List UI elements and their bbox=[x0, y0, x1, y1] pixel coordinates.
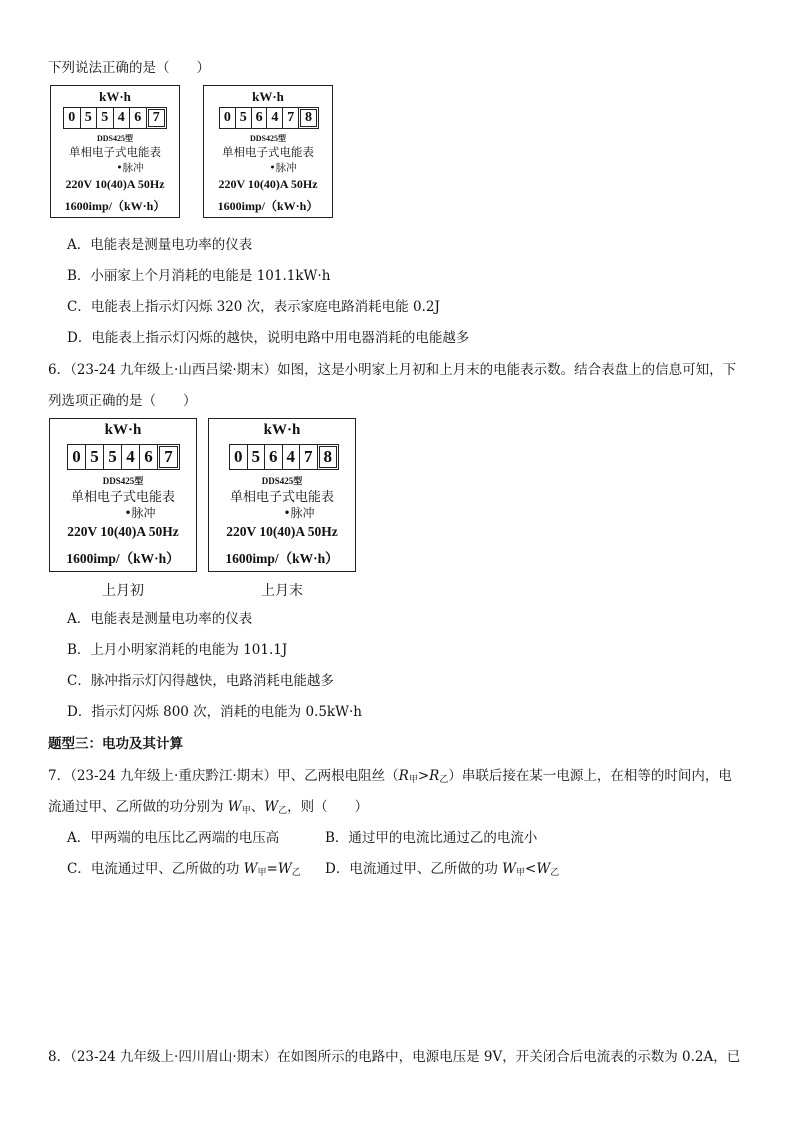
meter-digit: 6 bbox=[265, 445, 283, 469]
meter-model: DDS425型 bbox=[249, 134, 286, 143]
meter-model: DDS425型 bbox=[96, 134, 133, 143]
meter-reading bbox=[229, 444, 339, 470]
meter-digit: 5 bbox=[97, 108, 114, 128]
meter-unit: kW·h bbox=[252, 89, 284, 104]
meter-caption: 上月末 bbox=[261, 583, 303, 599]
meter-digit: 0 bbox=[68, 445, 86, 469]
meter-digit: 4 bbox=[122, 445, 140, 469]
meter-digit: 4 bbox=[114, 108, 131, 128]
meter-pulse-label: •脉冲 bbox=[269, 162, 297, 174]
meter-name: 单相电子式电能表 bbox=[229, 490, 334, 505]
meter-pulse-label: •脉冲 bbox=[283, 506, 315, 520]
q6-meter-start bbox=[49, 418, 197, 572]
meter-spec: 220V 10(40)A 50Hz bbox=[67, 524, 179, 539]
meter-digit-decimal: 7 bbox=[148, 109, 166, 127]
q5-meter-1 bbox=[50, 85, 180, 218]
meter-imp: 1600imp/（kW·h） bbox=[225, 551, 339, 566]
meter-digit: 7 bbox=[283, 108, 299, 128]
q7-option-b: B．通过甲的电流比通过乙的电流小 bbox=[325, 830, 538, 846]
q7-option-a: A．甲两端的电压比乙两端的电压高 bbox=[67, 830, 280, 846]
meter-digit: 5 bbox=[86, 445, 104, 469]
meter-digit: 6 bbox=[140, 445, 158, 469]
meter-digit: 4 bbox=[283, 445, 301, 469]
meter-pulse-label: •脉冲 bbox=[124, 506, 156, 520]
meter-digit: 7 bbox=[300, 445, 318, 469]
meter-imp: 1600imp/（kW·h） bbox=[64, 199, 166, 213]
meter-digit: 0 bbox=[220, 108, 236, 128]
meter-spec: 220V 10(40)A 50Hz bbox=[226, 524, 338, 539]
meter-digit: 4 bbox=[267, 108, 283, 128]
q6-stem-line1: 6．（23-24 九年级上·山西吕梁·期末）如图，这是小明家上月初和上月末的电能表示数。结合表盘上的信息可知，下 bbox=[48, 362, 737, 378]
q6-option-c: C．脉冲指示灯闪得越快，电路消耗电能越多 bbox=[67, 673, 334, 689]
q5-option-c: C．电能表上指示灯闪烁 320 次，表示家庭电路消耗电能 0.2J bbox=[67, 299, 440, 315]
meter-digit: 5 bbox=[236, 108, 252, 128]
meter-imp: 1600imp/（kW·h） bbox=[217, 199, 319, 213]
meter-name: 单相电子式电能表 bbox=[70, 490, 175, 505]
q7-stem-line2: 流通过甲、乙所做的功分别为 $W_甲$、$W_乙$，则（ ） bbox=[48, 799, 369, 816]
meter-digit: 5 bbox=[81, 108, 98, 128]
meter-reading bbox=[63, 107, 167, 129]
meter-digit-decimal: 8 bbox=[300, 109, 317, 127]
meter-digit: 6 bbox=[252, 108, 268, 128]
q6-option-b: B．上月小明家消耗的电能为 101.1J bbox=[67, 642, 288, 658]
q7-option-c: C．电流通过甲、乙所做的功 $W_甲=W_乙$ bbox=[67, 861, 301, 878]
q8-stem: 8．（23-24 九年级上·四川眉山·期末）在如图所示的电路中，电源电压是 9V，开关闭合后电流表的示数为 0.2A，已 bbox=[48, 1049, 741, 1065]
q6-option-d: D．指示灯闪烁 800 次，消耗的电能为 0.5kW·h bbox=[67, 704, 362, 720]
q6-meter-end bbox=[208, 418, 356, 572]
meter-model: DDS425型 bbox=[102, 476, 144, 486]
meter-caption: 上月初 bbox=[102, 583, 144, 599]
meter-unit: kW·h bbox=[99, 89, 131, 104]
meter-model: DDS425型 bbox=[261, 476, 303, 486]
meter-digit: 5 bbox=[104, 445, 122, 469]
meter-unit: kW·h bbox=[263, 422, 301, 438]
meter-digit: 5 bbox=[248, 445, 266, 469]
section-heading: 题型三：电功及其计算 bbox=[48, 736, 183, 752]
meter-digit-decimal: 8 bbox=[319, 446, 338, 468]
meter-spec: 220V 10(40)A 50Hz bbox=[65, 177, 165, 191]
meter-reading bbox=[67, 444, 180, 470]
q6-stem-line2: 列选项正确的是（ ） bbox=[48, 393, 197, 409]
q5-stem: 下列说法正确的是（ ） bbox=[48, 60, 210, 76]
meter-digit: 0 bbox=[64, 108, 81, 128]
q7-stem-text: 7．（23-24 九年级上·重庆黔江·期末）甲、乙两根电阻丝（ bbox=[48, 768, 399, 784]
q5-option-b: B．小丽家上个月消耗的电能是 101.1kW·h bbox=[67, 268, 331, 284]
q5-meter-2 bbox=[203, 85, 333, 218]
meter-imp: 1600imp/（kW·h） bbox=[66, 551, 180, 566]
q7-option-d: D．电流通过甲、乙所做的功 $W_甲<W_乙$ bbox=[325, 861, 560, 878]
q5-option-d: D．电能表上指示灯闪烁的越快，说明电路中用电器消耗的电能越多 bbox=[67, 330, 470, 346]
meter-name: 单相电子式电能表 bbox=[69, 145, 161, 159]
meter-digit-decimal: 7 bbox=[159, 446, 178, 468]
meter-reading bbox=[219, 107, 319, 129]
q5-option-a: A．电能表是测量电功率的仪表 bbox=[67, 237, 253, 253]
meter-digit: 0 bbox=[230, 445, 248, 469]
q6-option-a: A．电能表是测量电功率的仪表 bbox=[67, 611, 253, 627]
meter-spec: 220V 10(40)A 50Hz bbox=[218, 177, 318, 191]
meter-name: 单相电子式电能表 bbox=[222, 145, 314, 159]
q7-stem-line1: 7．（23-24 九年级上·重庆黔江·期末）甲、乙两根电阻丝$(R_甲>R_乙)$串联后接在某一电源上，在相等的时间内，电 bbox=[48, 768, 732, 785]
meter-pulse-label: •脉冲 bbox=[116, 162, 144, 174]
meter-unit: kW·h bbox=[104, 422, 142, 438]
meter-digit: 6 bbox=[130, 108, 147, 128]
